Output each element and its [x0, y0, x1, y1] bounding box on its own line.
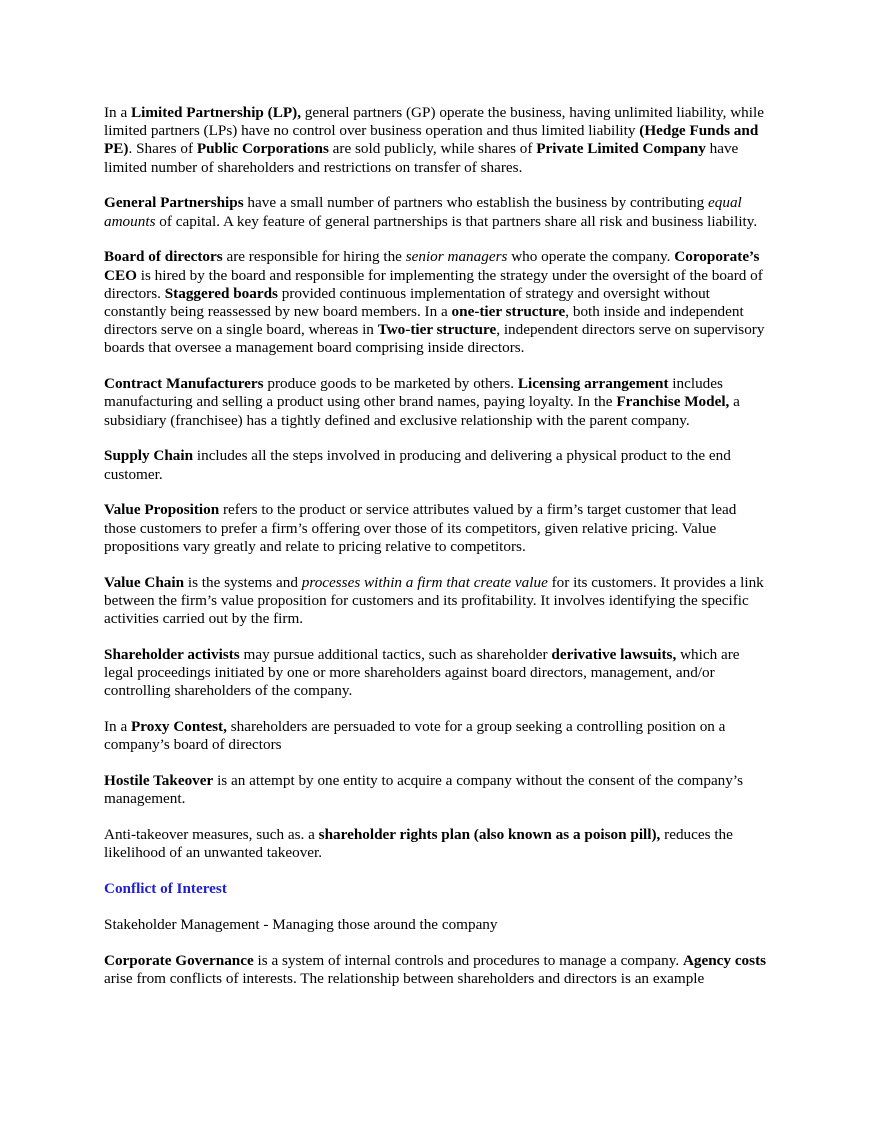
- paragraph-proxy-contest: [104, 718, 772, 754]
- body-text: have limited number of shareholders and restrictions on transfer of shares.: [104, 140, 739, 176]
- bold-term: Franchise Model,: [616, 393, 730, 411]
- paragraph-contract-manufacturers: [104, 375, 772, 430]
- bold-term: Value Chain: [104, 573, 185, 591]
- bold-term: Limited Partnership (LP),: [131, 104, 301, 121]
- paragraph-value-proposition: [104, 501, 772, 556]
- document-body-continued: [104, 916, 772, 988]
- italic-text: equal amounts: [104, 194, 742, 230]
- paragraph-general-partnerships: [104, 194, 772, 230]
- body-text: provided continuous implementation of strategy and oversight without constantly being reassessed by new board members. In a: [104, 284, 710, 321]
- bold-term: Staggered boards: [164, 284, 278, 302]
- bold-term: Private Limited Company: [536, 140, 706, 158]
- document-body: [104, 104, 772, 862]
- body-text: a subsidiary (franchisee) has a tightly defined and exclusive relationship with the parent company.: [104, 393, 740, 429]
- bold-term: shareholder rights plan (also known as a poison pill),: [318, 826, 661, 844]
- bold-term: Hostile Takeover: [104, 772, 214, 790]
- bold-term: Agency costs: [682, 951, 767, 969]
- italic-text: processes within a firm that create value: [301, 573, 548, 591]
- bold-term: Contract Manufacturers: [104, 375, 264, 393]
- body-text: have a small number of partners who establish the business by contributing: [243, 194, 709, 212]
- paragraph-anti-takeover: [104, 826, 772, 862]
- body-text: . Shares of: [128, 140, 197, 158]
- bold-term: one-tier structure: [451, 303, 566, 321]
- italic-text: senior managers: [405, 248, 508, 266]
- paragraph-board-of-directors: [104, 248, 772, 357]
- bold-term: derivative lawsuits,: [551, 645, 677, 663]
- body-text: produce goods to be marketed by others.: [263, 375, 518, 393]
- body-text: In a: [104, 718, 131, 736]
- body-text: of capital. A key feature of general partnerships is that partners share all risk and business liability.: [155, 212, 758, 230]
- body-text: In a: [104, 104, 131, 121]
- bold-term: Coroporate’s CEO: [104, 248, 760, 284]
- bold-term: Supply Chain: [104, 447, 194, 465]
- bold-term: Shareholder activists: [104, 645, 240, 663]
- bold-term: Two-tier structure: [377, 321, 497, 339]
- body-text: who operate the company.: [507, 248, 675, 266]
- paragraph-supply-chain: [104, 447, 772, 483]
- bold-term: (Hedge Funds and PE): [104, 122, 759, 158]
- paragraph-corporate-governance: [104, 952, 772, 988]
- body-text: refers to the product or service attributes valued by a firm’s target customer that lead those customers to prefer a firm’s offering over those of its competitors, given relative pricing. Value propositions vary greatly and relate to pricing relative to competitors.: [104, 501, 737, 555]
- paragraph-hostile-takeover: [104, 772, 772, 808]
- paragraph-value-chain: [104, 574, 772, 629]
- paragraph-stakeholder-management: [104, 916, 772, 934]
- bold-term: Proxy Contest,: [131, 718, 227, 736]
- bold-term: General Partnerships: [104, 194, 244, 212]
- body-text: for its customers. It provides a link between the firm’s value proposition for customers and its profitability. It involves identifying the specific activities carried out by the firm.: [104, 573, 764, 628]
- body-text: is a system of internal controls and procedures to manage a company.: [253, 951, 683, 969]
- bold-term: Licensing arrangement: [517, 375, 669, 393]
- body-text: is hired by the board and responsible for implementing the strategy under the oversight of the board of directors.: [104, 266, 763, 302]
- section-heading-conflict-of-interest: Conflict of Interest: [104, 880, 227, 898]
- body-text: reduces the likelihood of an unwanted takeover.: [104, 826, 733, 862]
- body-text: arise from conflicts of interests. The relationship between shareholders and directors is an example: [104, 969, 705, 987]
- body-text: are responsible for hiring the: [222, 248, 406, 266]
- body-text: is an attempt by one entity to acquire a company without the consent of the company’s management.: [104, 772, 744, 808]
- bold-term: Corporate Governance: [104, 951, 254, 969]
- body-text: includes manufacturing and selling a product using other brand names, paying loyalty. In the: [104, 375, 723, 411]
- body-text: is the systems and: [184, 573, 302, 591]
- bold-term: Board of directors: [104, 248, 223, 266]
- body-text: may pursue additional tactics, such as shareholder: [239, 645, 552, 663]
- body-text: general partners (GP) operate the business, having unlimited liability, while limited partners (LPs) have no control over business operation and thus limited liability: [104, 104, 764, 140]
- body-text: which are legal proceedings initiated by one or more shareholders against board directors, management, and/or controlling shareholders of the company.: [104, 645, 740, 700]
- body-text: are sold publicly, while shares of: [328, 140, 537, 158]
- body-text: Anti-takeover measures, such as. a: [104, 826, 319, 844]
- bold-term: Public Corporations: [196, 140, 329, 158]
- bold-term: Value Proposition: [104, 501, 220, 519]
- body-text: , independent directors serve on supervisory boards that oversee a management board comprising inside directors.: [104, 321, 765, 357]
- paragraph-limited-partnership: [104, 104, 772, 177]
- body-text: shareholders are persuaded to vote for a group seeking a controlling position on a company’s board of directors: [104, 718, 726, 754]
- body-text: includes all the steps involved in producing and delivering a physical product to the end customer.: [104, 447, 731, 483]
- body-text: Stakeholder Management - Managing those around the company: [104, 915, 498, 933]
- paragraph-shareholder-activists: [104, 646, 772, 701]
- body-text: , both inside and independent directors serve on a single board, whereas in: [104, 303, 744, 339]
